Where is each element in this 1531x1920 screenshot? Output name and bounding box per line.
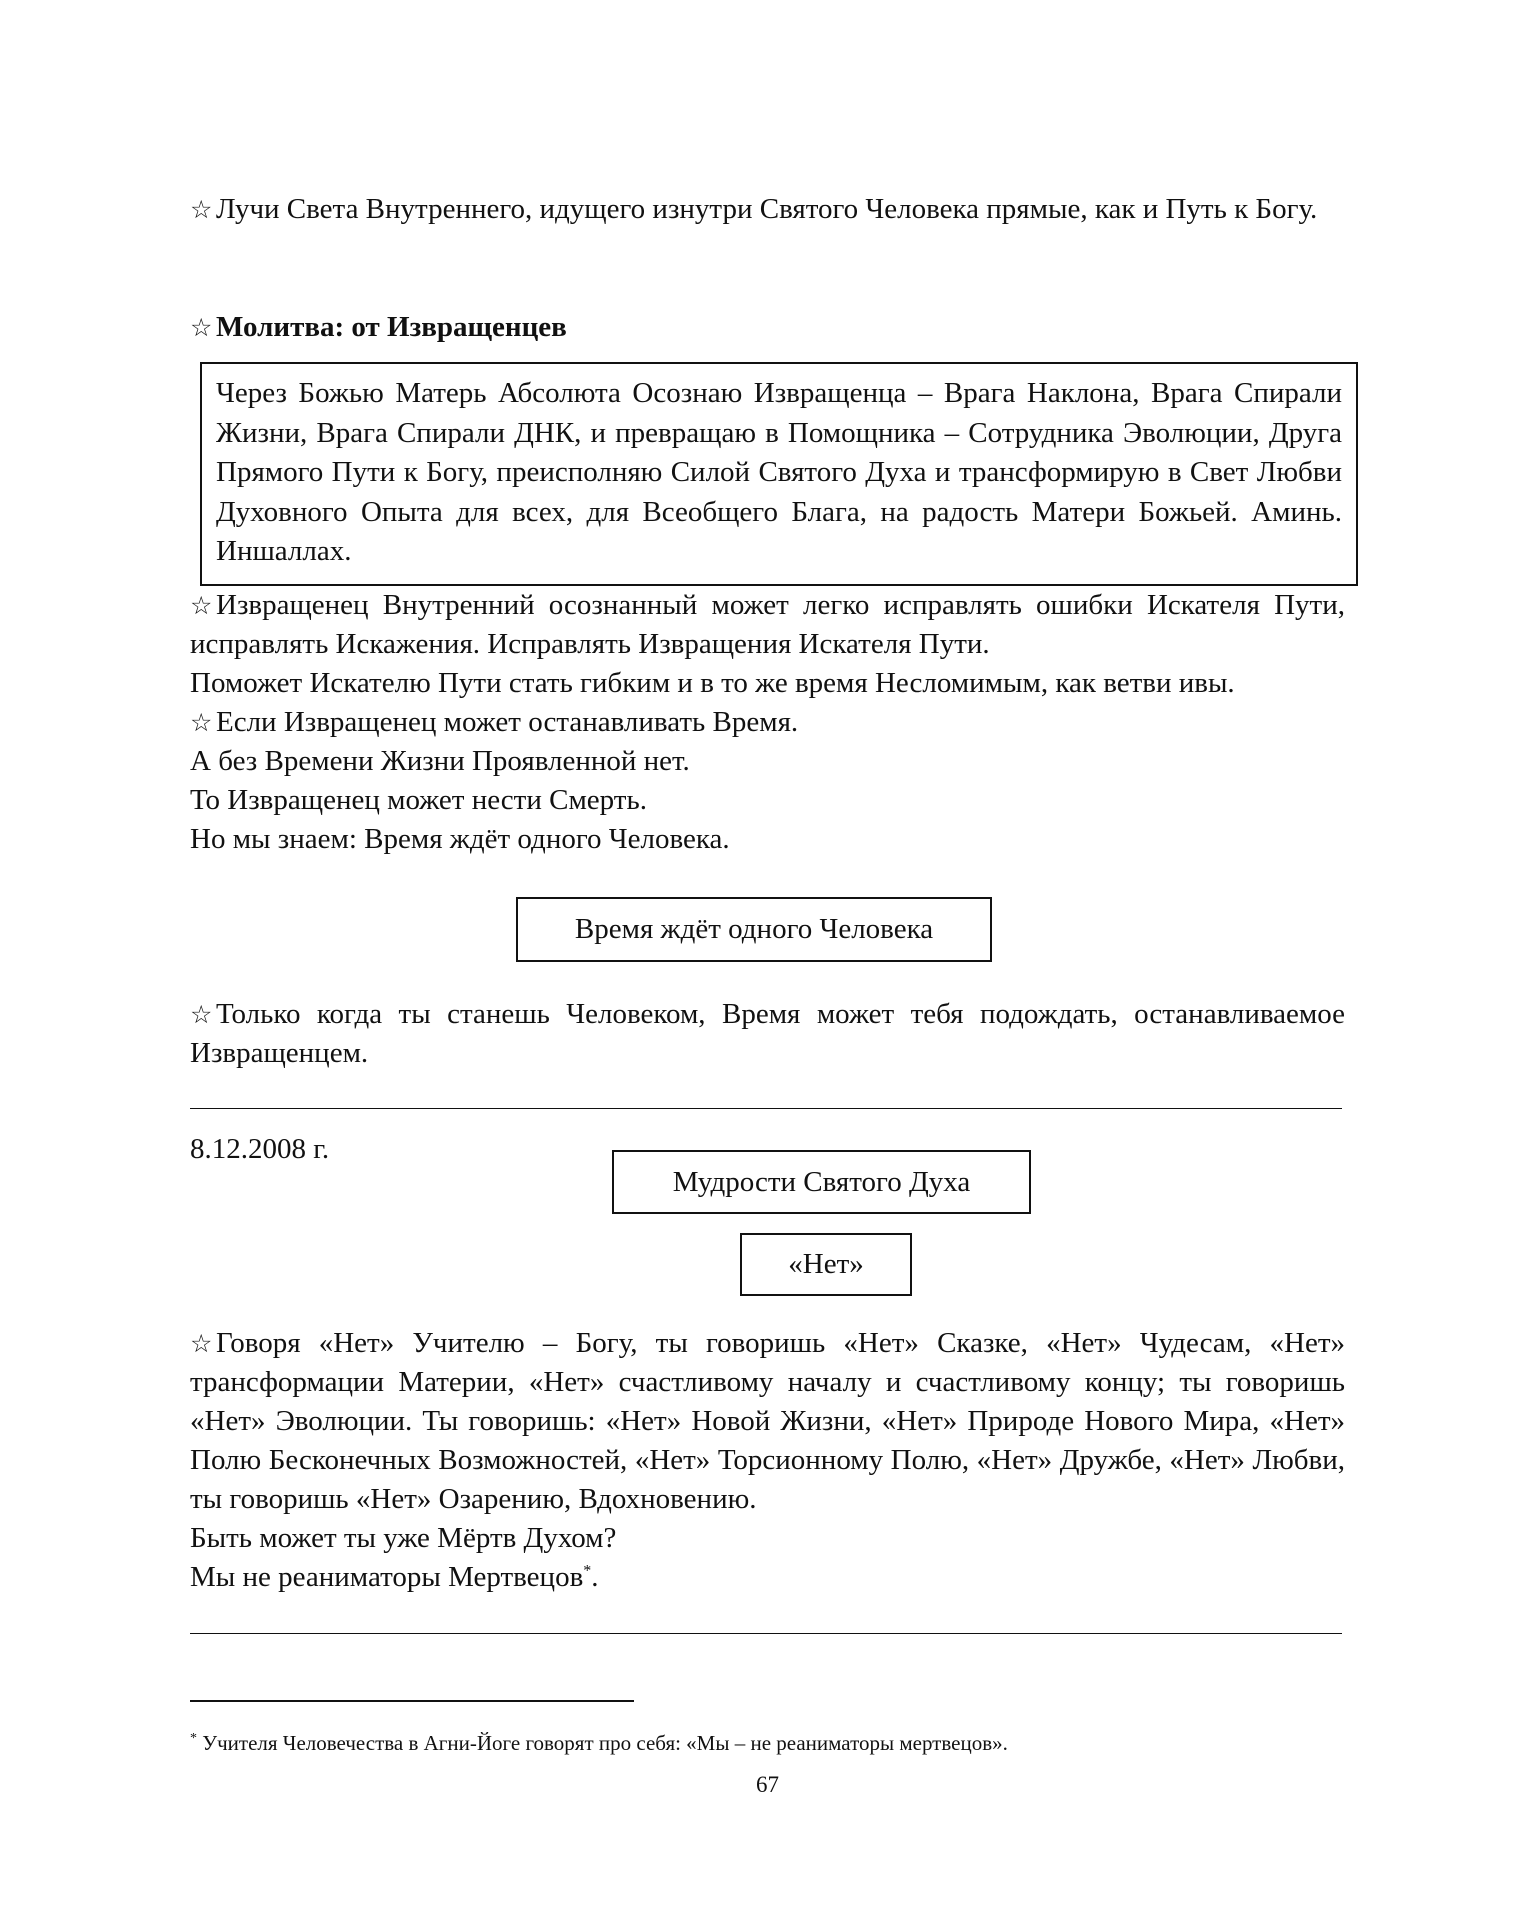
separator-line <box>190 1633 1342 1634</box>
inner-pervert-paragraph: ☆ Извращенец Внутренний осознанный может легко исправлять ошибки Искателя Пути, исправлять Искажения. Исправлять Извращения Искателя Пути. <box>190 586 1345 664</box>
date: 8.12.2008 г. <box>190 1133 330 1165</box>
prayer-text: Через Божью Матерь Абсолюта Осознаю Извращенца – Врага Наклона, Врага Спирали Жизни, Врага Спирали ДНК, и превращаю в Помощника – Сотрудника Эволюции, Друга Прямого Пути к Богу, преисполняю Силой Святого Духа и трансформирую в Свет Любви Духовного Опыта для всех, для Всеобщего Блага, на радость Матери Божьей. Аминь. Иншаллах. <box>216 377 1342 567</box>
not-reanimators-line: Мы не реаниматоры Мертвецов*. <box>190 1561 599 1593</box>
dead-question-line: Быть может ты уже Мёртв Духом? <box>190 1522 617 1554</box>
no-life-line: А без Времени Жизни Проявленной нет. <box>190 745 690 777</box>
prayer-heading <box>190 308 1345 347</box>
footnote-text: Учителя Человечества в Агни-Йоге говорят про себя: «Мы – не реаниматоры мертвецов». <box>202 1731 1008 1755</box>
separator-line <box>190 1108 1342 1109</box>
intro-paragraph <box>190 190 1345 229</box>
net-block <box>190 1324 1345 1597</box>
intro-text: Лучи Света Внутреннего, идущего изнутри Святого Человека прямые, как и Путь к Богу. <box>216 193 1318 225</box>
net-title-box: «Нет» <box>740 1233 912 1296</box>
star-icon: ☆ <box>190 591 213 620</box>
net-paragraph: ☆ Говоря «Нет» Учителю – Богу, ты говоришь «Нет» Сказке, «Нет» Чудесам, «Нет» трансформации Материи, «Нет» счастливому началу и счастливому концу; ты говоришь «Нет» Эволюции. Ты говоришь: «Нет» Новой Жизни, «Нет» Природе Нового Мира, «Нет» Полю Бесконечных Возможностей, «Нет» Торсионному Полю, «Нет» Дружбе, «Нет» Любви, ты говоришь «Нет» Озарению, Вдохновению. <box>190 1324 1345 1519</box>
footnote-marker: * <box>190 1731 197 1746</box>
prayer-box <box>200 362 1358 586</box>
wisdom-title-box: Мудрости Святого Духа <box>612 1150 1031 1214</box>
only-when-paragraph: ☆ Только когда ты станешь Человеком, Время может тебя подождать, останавливаемое Извращенцем. <box>190 995 1345 1073</box>
footnote-separator <box>190 1700 634 1702</box>
death-line: То Извращенец может нести Смерть. <box>190 784 647 816</box>
star-icon: ☆ <box>190 195 213 224</box>
willow-line: Поможет Искателю Пути стать гибким и в то же время Несломимым, как ветви ивы. <box>190 667 1235 699</box>
star-icon: ☆ <box>190 708 213 737</box>
prayer-heading-text: Молитва: от Извращенцев <box>216 311 567 343</box>
stop-time-line: ☆ Если Извращенец может останавливать Время. <box>190 703 1345 742</box>
footnote <box>190 1730 1008 1756</box>
footnote-ref[interactable]: * <box>583 1562 592 1580</box>
star-icon: ☆ <box>190 1329 213 1358</box>
star-icon: ☆ <box>190 1000 213 1029</box>
page-number: 67 <box>756 1772 779 1797</box>
time-waits-box: Время ждёт одного Человека <box>516 897 992 962</box>
inner-pervert-block <box>190 586 1345 859</box>
we-know-line: Но мы знаем: Время ждёт одного Человека. <box>190 823 730 855</box>
star-icon: ☆ <box>190 313 213 342</box>
